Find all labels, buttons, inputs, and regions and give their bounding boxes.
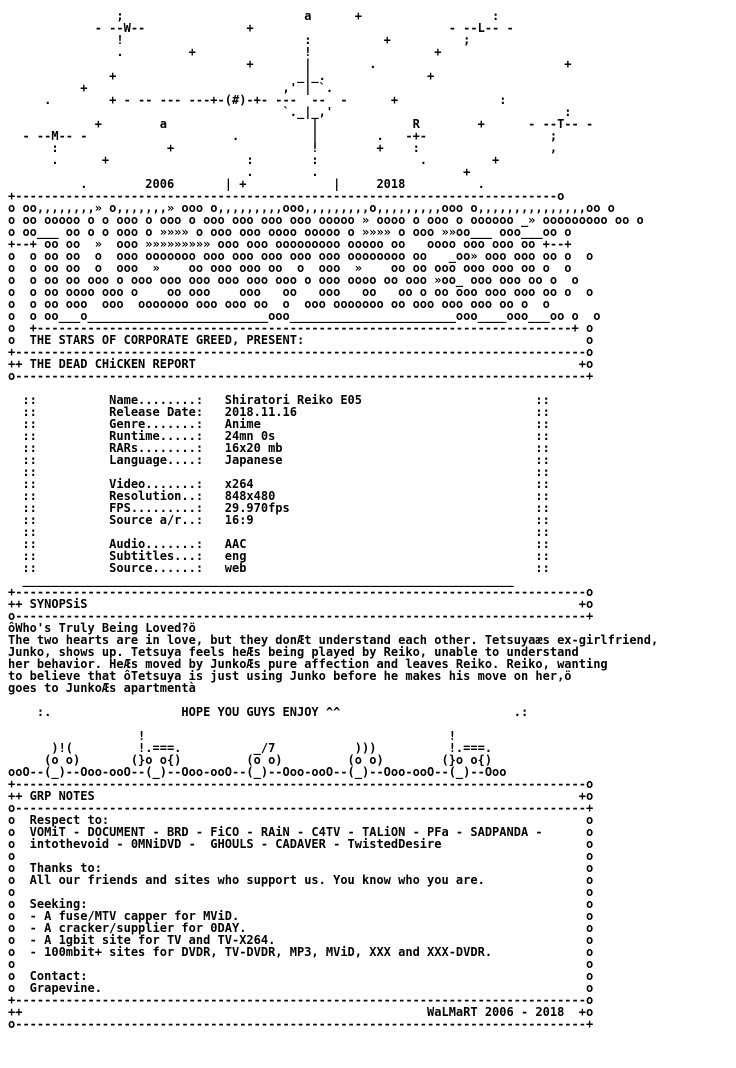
nfo-line: o All our friends and sites who support us. You know who you are. o	[8, 873, 594, 887]
nfo-line: to believe that ôTetsuya is just using Junko before he makes his move on her,ö	[8, 669, 572, 683]
nfo-line: :: Video.......: x264 ::	[8, 477, 550, 491]
nfo-line: + a | R + - --T-- -	[8, 117, 594, 131]
nfo-line: :: ::	[8, 525, 550, 539]
nfo-line: :: Language....: Japanese ::	[8, 453, 550, 467]
nfo-line: :: Release Date: 2018.11.16 ::	[8, 405, 550, 419]
nfo-line: . + ! +	[8, 45, 442, 59]
nfo-line: `._|_,' :	[8, 105, 572, 119]
nfo-line: ++ SYNOPSiS +o	[8, 597, 594, 611]
nfo-line: o-------------------------------------------------------------------------------+	[8, 369, 594, 383]
nfo-line: o - A fuse/MTV capper for MViD. o	[8, 909, 594, 923]
nfo-line: +-------------------------------------------------------------------------------o	[8, 345, 594, 359]
nfo-line: + | . +	[8, 57, 572, 71]
nfo-line: - --M-- - . | . -+- ;	[8, 129, 558, 143]
nfo-line: ++ WaLMaRT 2006 - 2018 +o	[8, 1005, 594, 1019]
nfo-line: her behavior. HeÆs moved by JunkoÆs pure affection and leaves Reiko. Reiko, wanting	[8, 657, 608, 671]
nfo-line: . + - -- --- ---+-(#)-+- --- -- - + :	[8, 93, 507, 107]
nfo-line: :: Resolution..: 848x480 ::	[8, 489, 550, 503]
nfo-line: :: ::	[8, 465, 550, 479]
nfo-line: - --W-- + - --L-- -	[8, 21, 514, 35]
nfo-line: (o o) (}o o{) (o o) (o o) (}o o{)	[8, 753, 493, 767]
nfo-line: o oo ooooo o o ooo o ooo o ooo ooo ooo ooo ooooo » oooo o ooo o oooooo _» ooooooooo oo o	[8, 213, 644, 227]
nfo-line: :: Subtitles...: eng ::	[8, 549, 550, 563]
nfo-text-block	[8, 10, 658, 1030]
nfo-line: o o	[8, 849, 594, 863]
nfo-line: )!( !.===. _/7 ))) !.===.	[8, 741, 493, 755]
nfo-line: :. HOPE YOU GUYS ENJOY ^^ .:	[8, 705, 529, 719]
nfo-line: :: Audio.......: AAC ::	[8, 537, 550, 551]
nfo-line: o Thanks to: o	[8, 861, 594, 875]
nfo-line: o Grapevine. o	[8, 981, 594, 995]
nfo-line: ++ GRP NOTES +o	[8, 789, 594, 803]
nfo-line: o o oo oooo ooo o oo ooo ooo oo ooo oo oo o oo ooo ooo ooo oo o o	[8, 285, 594, 299]
nfo-line: :: Source a/r..: 16:9 ::	[8, 513, 550, 527]
nfo-line: ! !	[8, 729, 456, 743]
nfo-line: + ,' | `.	[8, 81, 334, 95]
nfo-line: o intothevoid - 0MNiDVD - GHOULS - CADAVER - TwistedDesire o	[8, 837, 594, 851]
nfo-line: ooO--(_)--Ooo-ooO--(_)--Ooo-ooO--(_)--Ooo-ooO--(_)--Ooo-ooO--(_)--Ooo	[8, 765, 507, 779]
nfo-line: :: Genre.......: Anime ::	[8, 417, 550, 431]
nfo-line: . 2006 | + | 2018 .	[8, 177, 485, 191]
nfo-line: o - 100mbit+ sites for DVDR, TV-DVDR, MP3, MViD, XXX and XXX-DVDR. o	[8, 945, 594, 959]
nfo-line: ____________________________________________________________________	[8, 573, 514, 587]
nfo-line: ; a + :	[8, 9, 500, 23]
nfo-line: :: Runtime.....: 24mn 0s ::	[8, 429, 550, 443]
nfo-line: o Respect to: o	[8, 813, 594, 827]
nfo-line: o-------------------------------------------------------------------------------+	[8, 609, 594, 623]
nfo-line: ! : + ;	[8, 33, 471, 47]
nfo-line: ++ THE DEAD CHiCKEN REPORT +o	[8, 357, 594, 371]
nfo-line: +--+ oo oo » ooo »»»»»»»»» ooo ooo ooooooooo ooooo oo oooo ooo ooo oo +--+	[8, 237, 572, 251]
nfo-line: +---------------------------------------------------------------------------o	[8, 189, 565, 203]
nfo-line: o o oo___o_________________________ooo_______________________ooo____ooo___oo o o	[8, 309, 601, 323]
nfo-line: :: Name........: Shiratori Reiko E05 ::	[8, 393, 550, 407]
nfo-line: o o oo oo o ooo ooooooo ooo ooo ooo ooo ooo oooooooo oo _oo» ooo ooo oo o o	[8, 249, 594, 263]
nfo-line: The two hearts are in love, but they donÆt understand each other. Tetsuyaæs ex-girlfriend,	[8, 633, 659, 647]
nfo-line: o +--------------------------------------------------------------------------+ o	[8, 321, 594, 335]
nfo-line: + _|_. +	[8, 69, 435, 83]
nfo-line: o o	[8, 957, 594, 971]
nfo-line: o o oo ooo ooo ooooooo ooo ooo oo o ooo ooooooo oo ooo ooo ooo oo o o	[8, 297, 550, 311]
nfo-line: o-------------------------------------------------------------------------------+	[8, 801, 594, 815]
nfo-line: +-------------------------------------------------------------------------------o	[8, 777, 594, 791]
nfo-line: . + : : . +	[8, 153, 500, 167]
nfo-line: :: Source......: web ::	[8, 561, 550, 575]
nfo-line: . . +	[8, 165, 471, 179]
nfo-line: ôWho's Truly Being Loved?ö	[8, 621, 196, 635]
nfo-line: o VOMiT - DOCUMENT - BRD - FiCO - RAiN - C4TV - TALiON - PFa - SADPANDA - o	[8, 825, 594, 839]
nfo-line: o-------------------------------------------------------------------------------+	[8, 1017, 594, 1031]
nfo-line: :: FPS.........: 29.970fps ::	[8, 501, 550, 515]
nfo-line: : + ! + : ,	[8, 141, 558, 155]
nfo-line: :: RARs........: 16x20 mb ::	[8, 441, 550, 455]
nfo-line: o oo,,,,,,,,» o,,,,,,,» ooo o,,,,,,,,,ooo,,,,,,,,,o,,,,,,,,,ooo o,,,,,,,,,,,,,,,oo o	[8, 201, 615, 215]
nfo-line: o oo___ oo o o ooo o »»»» o ooo ooo oooo ooooo o »»»» o ooo »»oo___ ooo___oo o	[8, 225, 572, 239]
nfo-line: o o	[8, 885, 594, 899]
nfo-line: o THE STARS OF CORPORATE GREED, PRESENT: o	[8, 333, 594, 347]
nfo-line: +-------------------------------------------------------------------------------o	[8, 993, 594, 1007]
nfo-line: Junko, shows up. Tetsuya feels heÆs being played by Reiko, unable to understand	[8, 645, 579, 659]
nfo-line: o Contact: o	[8, 969, 594, 983]
nfo-line: o o oo oo ooo o ooo ooo ooo ooo ooo ooo o ooo oooo oo ooo »oo_ ooo ooo oo o o	[8, 273, 579, 287]
nfo-line: +-------------------------------------------------------------------------------o	[8, 585, 594, 599]
nfo-line: o - A cracker/supplier for 0DAY. o	[8, 921, 594, 935]
nfo-line: o o oo oo o ooo » oo ooo ooo oo o ooo » oo oo ooo ooo ooo oo o o	[8, 261, 572, 275]
nfo-line: o Seeking: o	[8, 897, 594, 911]
nfo-line: o - A 1gbit site for TV and TV-X264. o	[8, 933, 594, 947]
nfo-line: goes to JunkoÆs apartmentà	[8, 681, 196, 695]
